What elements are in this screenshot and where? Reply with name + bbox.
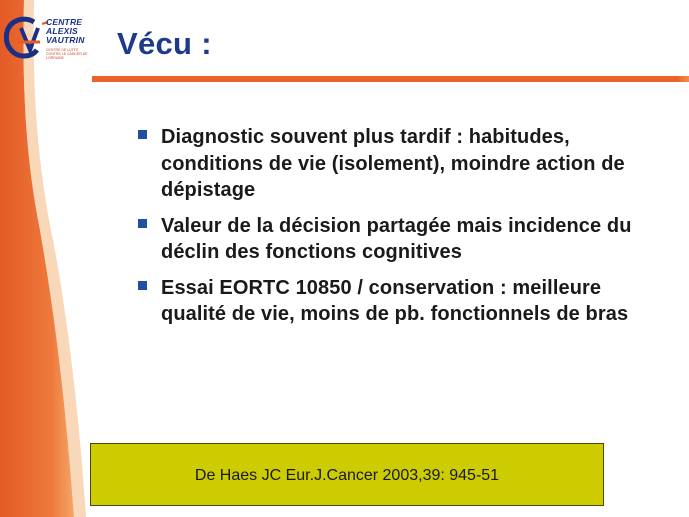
logo-subtitle: CENTRE DE LUTTE CONTRE LE CANCER DE LORRAINE [46,48,88,60]
square-bullet-icon [138,219,147,228]
bullet-text: Essai EORTC 10850 / conservation : meilleure qualité de vie, moins de pb. fonctionnels de bras [161,276,629,325]
bullet-item [137,213,637,266]
reference-text: De Haes JC Eur.J.Cancer 2003,39: 945-51 [194,466,500,484]
reference-box [90,443,604,506]
bullet-item [137,124,637,204]
left-decorative-band [0,0,90,517]
logo-wordmark [46,18,96,45]
logo-line-2: ALEXIS [46,26,78,36]
slide-title: Vécu : [117,26,212,61]
bullet-item [137,275,637,328]
bullet-list [137,124,637,337]
title-underline-bar [92,76,689,82]
bullet-text: Valeur de la décision partagée mais incidence du déclin des fonctions cognitives [161,214,632,263]
logo-line-3: VAUTRIN [46,35,85,45]
square-bullet-icon [138,281,147,290]
bullet-text: Diagnostic souvent plus tardif : habitudes, conditions de vie (isolement), moindre action de dépistage [161,126,625,201]
square-bullet-icon [138,130,147,139]
logo-line-1: CENTRE [46,17,83,27]
